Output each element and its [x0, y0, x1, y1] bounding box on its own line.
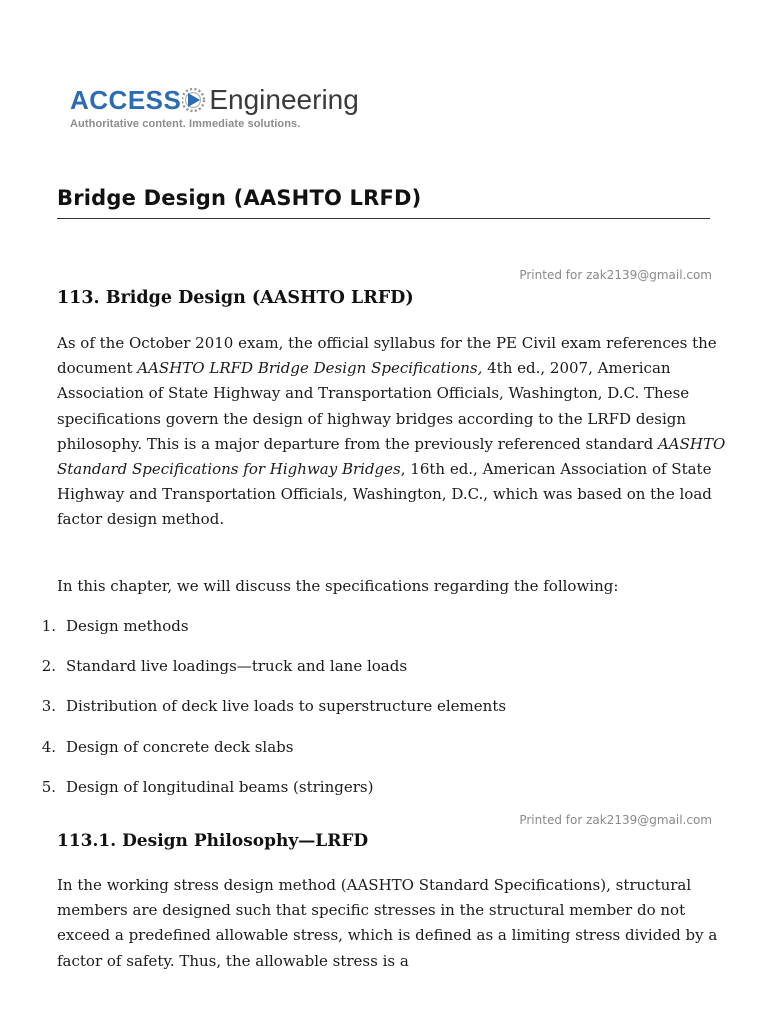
list-item	[0, 775, 506, 815]
logo-word-engineering: Engineering	[209, 84, 359, 115]
intro-citation-standard: AASHTO Standard Specifications for Highway Bridges	[57, 434, 726, 479]
list-item-number: 4.	[41, 737, 56, 756]
intro-text-1: As of the October 2010 exam, the official syllabus for the PE Civil exam references the document	[57, 334, 717, 378]
list-item-text: Distribution of deck live loads to superstructure elements	[66, 697, 507, 716]
intro-text-3: , 16th ed., American Association of State Highway and Transportation Officials, Washington, D.C., which was based on the load factor design method.	[57, 460, 712, 529]
list-item	[0, 614, 506, 654]
topics-list	[0, 614, 506, 815]
list-item-number: 1.	[41, 617, 56, 635]
list-item-text: Design of longitudinal beams (stringers)	[66, 777, 374, 796]
list-item-number: 2.	[41, 657, 56, 676]
intro-citation-lrfd: AASHTO LRFD Bridge Design Specifications,	[137, 359, 483, 378]
list-item	[0, 735, 506, 775]
intro-text-2: 4th ed., 2007, American Association of State Highway and Transportation Officials, Washington, D.C. These specifications govern the design of highway bridges according to the LRFD design philosophy. This is a major departure from the previously referenced standard	[57, 359, 690, 453]
logo-tagline: Authoritative content. Immediate solutions.	[70, 118, 301, 130]
section-heading-113-1: 113.1. Design Philosophy—LRFD	[57, 831, 369, 851]
logo-wordmark	[70, 80, 360, 120]
section-heading-113: 113. Bridge Design (AASHTO LRFD)	[57, 288, 414, 308]
printed-for-notice: Printed for zak2139@gmail.com	[519, 268, 712, 282]
list-item	[0, 654, 506, 694]
title-divider	[57, 218, 710, 219]
list-item-text: Design of concrete deck slabs	[66, 737, 294, 756]
list-item-text: Standard live loadings—truck and lane loads	[66, 657, 408, 676]
list-item-text: Design methods	[66, 617, 189, 635]
intro-paragraph	[57, 331, 727, 533]
design-philosophy-paragraph: In the working stress design method (AASHTO Standard Specifications), structural members are designed such that specific stresses in the structural member do not exceed a predefined allowable stress, which is defined as a limiting stress divided by a factor of safety. Thus, the allowable stress is a	[57, 876, 718, 970]
accessengineering-logo	[70, 80, 360, 140]
printed-for-notice: Printed for zak2139@gmail.com	[519, 813, 712, 827]
list-item	[0, 694, 506, 734]
logo-word-access: ACCESS	[70, 84, 182, 115]
list-item-number: 3.	[41, 697, 56, 716]
list-item-number: 5.	[41, 777, 56, 796]
gear-arrow-icon	[182, 84, 208, 116]
document-title: Bridge Design (AASHTO LRFD)	[57, 186, 422, 210]
topics-lead-in: In this chapter, we will discuss the specifications regarding the following:	[57, 577, 619, 595]
